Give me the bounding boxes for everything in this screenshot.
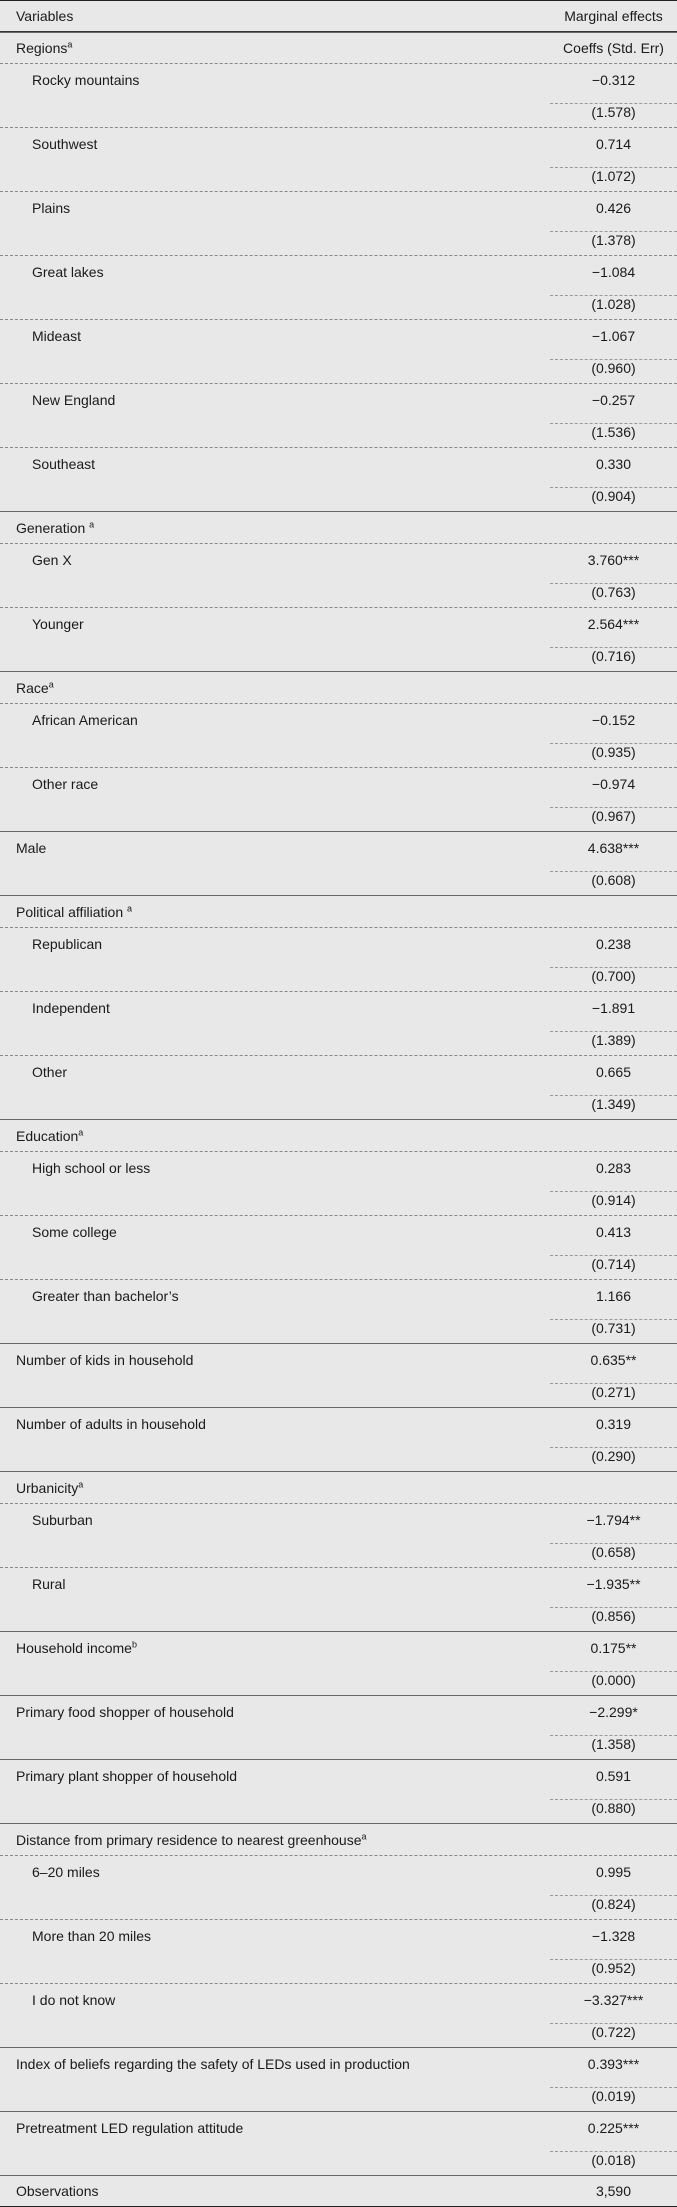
group-label <box>0 1480 550 1496</box>
variable-row <box>0 1983 677 2015</box>
variable-row <box>0 63 677 95</box>
group-label <box>0 1832 550 1848</box>
coefficient-cell: 1.166 <box>595 1287 632 1304</box>
variable-row <box>0 1631 677 1663</box>
variable-label <box>0 1576 550 1592</box>
variable-row <box>0 991 677 1023</box>
label-text: New England <box>32 391 116 408</box>
group-header-row <box>0 895 677 927</box>
footnote-marker: a <box>127 902 133 913</box>
coefficient-cell: 0.238 <box>595 935 632 952</box>
std-error-row <box>0 1439 677 1471</box>
std-error-cell: (0.019) <box>550 2087 677 2104</box>
label-text: African American <box>32 711 138 728</box>
variable-label <box>0 1768 550 1784</box>
std-error-cell: (0.731) <box>550 1319 677 1336</box>
std-error-row <box>0 2079 677 2111</box>
label-text: Other race <box>32 775 99 792</box>
variable-label <box>0 840 550 856</box>
footnote-marker: b <box>131 1638 137 1649</box>
std-error-cell: (0.000) <box>550 1671 677 1688</box>
label-text: Male <box>16 839 47 856</box>
std-error-row <box>0 287 677 319</box>
std-error-cell: (0.880) <box>550 1799 677 1816</box>
std-error-row <box>0 1087 677 1119</box>
variable-row <box>0 1055 677 1087</box>
coefficient-cell: −0.974 <box>591 775 636 792</box>
variable-label <box>0 2056 550 2072</box>
label-text: Urbanicity <box>16 1479 79 1496</box>
footnote-marker: a <box>78 1478 84 1489</box>
std-error-row <box>0 1791 677 1823</box>
variable-row <box>0 1279 677 1311</box>
label-text: Pretreatment LED regulation attitude <box>16 2119 244 2136</box>
variable-row <box>0 1759 677 1791</box>
std-error-row <box>0 1183 677 1215</box>
header-variables: Variables <box>16 8 74 24</box>
label-text: Republican <box>32 935 103 952</box>
variable-label <box>0 264 550 280</box>
variable-row <box>0 927 677 959</box>
label-text: Index of beliefs regarding the safety of LEDs used in production <box>16 2055 410 2072</box>
group-header-row <box>0 1119 677 1151</box>
variable-label <box>0 1160 550 1176</box>
variable-row <box>0 1151 677 1183</box>
label-text: 6–20 miles <box>32 1863 100 1880</box>
label-text: Plains <box>32 199 71 216</box>
label-text: Number of kids in household <box>16 1351 194 1368</box>
label-text: Independent <box>32 999 110 1016</box>
std-error-cell: (0.967) <box>550 807 677 824</box>
std-error-row <box>0 1247 677 1279</box>
group-header-row <box>0 32 677 63</box>
std-error-cell: (0.763) <box>550 583 677 600</box>
coefficient-cell: 4.638*** <box>587 839 640 856</box>
std-error-cell: (1.578) <box>550 103 677 120</box>
label-text: Rocky mountains <box>32 71 140 88</box>
footnote-marker: a <box>78 1126 84 1137</box>
variable-row <box>0 607 677 639</box>
coefficient-cell: −1.328 <box>591 1927 636 1944</box>
label-text: Other <box>32 1063 68 1080</box>
std-error-cell: (0.960) <box>550 359 677 376</box>
variable-row <box>0 1919 677 1951</box>
variable-label <box>0 1416 550 1432</box>
coefficient-cell: −1.794** <box>586 1511 641 1528</box>
std-error-row <box>0 223 677 255</box>
label-text: Younger <box>32 615 84 632</box>
group-label <box>0 680 550 696</box>
footnote-marker: a <box>48 678 54 689</box>
group-label <box>0 520 550 536</box>
std-error-row <box>0 1311 677 1343</box>
variable-label <box>0 1704 550 1720</box>
std-error-row <box>0 1535 677 1567</box>
label-text: Southwest <box>32 135 98 152</box>
variable-label <box>0 328 550 344</box>
variable-label <box>0 936 550 952</box>
std-error-cell: (0.714) <box>550 1255 677 1272</box>
std-error-row <box>0 1951 677 1983</box>
variable-row <box>0 767 677 799</box>
coefficient-cell: −1.067 <box>591 327 636 344</box>
variable-row <box>0 1695 677 1727</box>
std-error-row <box>0 735 677 767</box>
label-text: Political affiliation <box>16 903 128 920</box>
coefficient-cell: 0.635** <box>590 1351 637 1368</box>
label-text: Some college <box>32 1223 117 1240</box>
std-error-cell: (1.378) <box>550 231 677 248</box>
std-error-row <box>0 959 677 991</box>
std-error-cell: (1.028) <box>550 295 677 312</box>
std-error-cell: (0.658) <box>550 1543 677 1560</box>
std-error-row <box>0 1599 677 1631</box>
variable-row <box>0 447 677 479</box>
variable-row <box>0 383 677 415</box>
variable-row <box>0 543 677 575</box>
variable-row <box>0 191 677 223</box>
std-error-row <box>0 351 677 383</box>
variable-label <box>0 1928 550 1944</box>
std-error-cell: (0.700) <box>550 967 677 984</box>
variable-label <box>0 776 550 792</box>
coefficient-cell: 0.714 <box>595 135 632 152</box>
coefficient-cell: 0.995 <box>595 1863 632 1880</box>
std-error-row <box>0 799 677 831</box>
coefficient-cell: −1.084 <box>591 263 636 280</box>
group-header-row <box>0 1471 677 1503</box>
std-error-row <box>0 415 677 447</box>
variable-label <box>0 1224 550 1240</box>
coefficient-cell: 0.225*** <box>587 2119 640 2136</box>
coefficient-cell: 0.665 <box>595 1063 632 1080</box>
std-error-row <box>0 1023 677 1055</box>
variable-row <box>0 831 677 863</box>
label-text: High school or less <box>32 1159 151 1176</box>
coefficient-cell: −3.327*** <box>583 1991 644 2008</box>
variable-label <box>0 200 550 216</box>
variable-label <box>0 1288 550 1304</box>
label-text: Generation <box>16 519 90 536</box>
coefficient-cell: 0.393*** <box>587 2055 640 2072</box>
label-text: Rural <box>32 1575 66 1592</box>
variable-label <box>0 2120 550 2136</box>
std-error-cell: (0.824) <box>550 1895 677 1912</box>
variable-row <box>0 703 677 735</box>
std-error-cell: (1.358) <box>550 1735 677 1752</box>
coefficient-cell: 0.319 <box>595 1415 632 1432</box>
variable-row <box>0 1215 677 1247</box>
std-error-row <box>0 2143 677 2175</box>
variable-row <box>0 255 677 287</box>
group-label <box>0 40 550 56</box>
coefficient-cell: −2.299* <box>589 1703 638 1720</box>
coefficient-cell: 0.330 <box>595 455 632 472</box>
label-text: Education <box>16 1127 79 1144</box>
std-error-row <box>0 1887 677 1919</box>
label-text: Gen X <box>32 551 72 568</box>
coefficient-cell: 3,590 <box>595 2183 632 2199</box>
coefficient-cell: 3.760*** <box>587 551 640 568</box>
variable-label <box>0 1512 550 1528</box>
label-text: Mideast <box>32 327 82 344</box>
std-error-cell: (1.389) <box>550 1031 677 1048</box>
coefficient-cell: −1.935** <box>586 1575 641 1592</box>
variable-label <box>0 136 550 152</box>
variable-label <box>0 1640 550 1656</box>
variable-row <box>0 319 677 351</box>
coefficient-cell: −0.152 <box>591 711 636 728</box>
label-text: Regions <box>16 40 68 56</box>
label-text: Race <box>16 679 49 696</box>
table-body <box>0 32 677 2206</box>
label-text: I do not know <box>32 1991 116 2008</box>
std-error-row <box>0 2015 677 2047</box>
coefficient-cell: 0.413 <box>595 1223 632 1240</box>
variable-label <box>0 1000 550 1016</box>
variable-label <box>0 392 550 408</box>
variable-label <box>0 616 550 632</box>
std-error-cell: (0.914) <box>550 1191 677 1208</box>
variable-label <box>0 1352 550 1368</box>
variable-row <box>0 1407 677 1439</box>
variable-label <box>0 72 550 88</box>
table-header <box>0 1 677 32</box>
variable-row <box>0 1855 677 1887</box>
footnote-marker: a <box>361 1830 367 1841</box>
std-error-cell: (1.072) <box>550 167 677 184</box>
std-error-cell: (0.856) <box>550 1607 677 1624</box>
std-error-row <box>0 479 677 511</box>
footnote-marker: a <box>67 39 73 50</box>
std-error-row <box>0 1727 677 1759</box>
std-error-cell: (0.935) <box>550 743 677 760</box>
coefficient-cell: −0.257 <box>591 391 636 408</box>
std-error-cell: (0.722) <box>550 2023 677 2040</box>
std-error-row <box>0 1663 677 1695</box>
label-text: Suburban <box>32 1511 93 1528</box>
std-error-row <box>0 1375 677 1407</box>
std-error-cell: (0.271) <box>550 1383 677 1400</box>
label-text: Primary plant shopper of household <box>16 1767 238 1784</box>
variable-label <box>0 552 550 568</box>
group-header-row <box>0 511 677 543</box>
coefficient-cell: 0.426 <box>595 199 632 216</box>
std-error-cell: (0.952) <box>550 1959 677 1976</box>
label-text: Southeast <box>32 455 96 472</box>
coefficient-cell: 0.591 <box>595 1767 632 1784</box>
variable-label <box>0 1064 550 1080</box>
coefficient-cell: −1.891 <box>591 999 636 1016</box>
label-text: Number of adults in household <box>16 1415 206 1432</box>
label-text: Household income <box>16 1639 132 1656</box>
coefficient-cell: Coeffs (Std. Err) <box>563 40 664 56</box>
label-text: Great lakes <box>32 263 104 280</box>
variable-row <box>0 1343 677 1375</box>
variable-label <box>0 2183 550 2199</box>
group-header-row <box>0 1823 677 1855</box>
variable-label <box>0 1992 550 2008</box>
std-error-row <box>0 639 677 671</box>
variable-row <box>0 1503 677 1535</box>
std-error-cell: (0.904) <box>550 487 677 504</box>
label-text: Greater than bachelor’s <box>32 1287 179 1304</box>
std-error-cell: (0.716) <box>550 647 677 664</box>
coefficient-cell: 0.283 <box>595 1159 632 1176</box>
std-error-row <box>0 159 677 191</box>
variable-row <box>0 1567 677 1599</box>
std-error-cell: (0.018) <box>550 2151 677 2168</box>
group-label <box>0 904 550 920</box>
variable-row <box>0 127 677 159</box>
std-error-cell: (1.536) <box>550 423 677 440</box>
footnote-marker: a <box>89 518 95 529</box>
coefficient-cell: 2.564*** <box>587 615 640 632</box>
header-marginal-effects: Marginal effects <box>564 8 663 24</box>
variable-row <box>0 2175 677 2206</box>
label-text: Primary food shopper of household <box>16 1703 234 1720</box>
label-text: More than 20 miles <box>32 1927 152 1944</box>
std-error-row <box>0 863 677 895</box>
std-error-row <box>0 575 677 607</box>
std-error-row <box>0 95 677 127</box>
variable-label <box>0 1864 550 1880</box>
group-header-row <box>0 671 677 703</box>
variable-label <box>0 712 550 728</box>
std-error-cell: (0.608) <box>550 871 677 888</box>
variable-row <box>0 2047 677 2079</box>
coefficient-cell: 0.175** <box>590 1639 637 1656</box>
label-text: Observations <box>16 2183 99 2199</box>
variable-row <box>0 2111 677 2143</box>
coefficient-cell: −0.312 <box>591 71 636 88</box>
std-error-cell: (1.349) <box>550 1095 677 1112</box>
variable-label <box>0 456 550 472</box>
group-label <box>0 1128 550 1144</box>
std-error-cell: (0.290) <box>550 1447 677 1464</box>
label-text: Distance from primary residence to nearest greenhouse <box>16 1831 362 1848</box>
